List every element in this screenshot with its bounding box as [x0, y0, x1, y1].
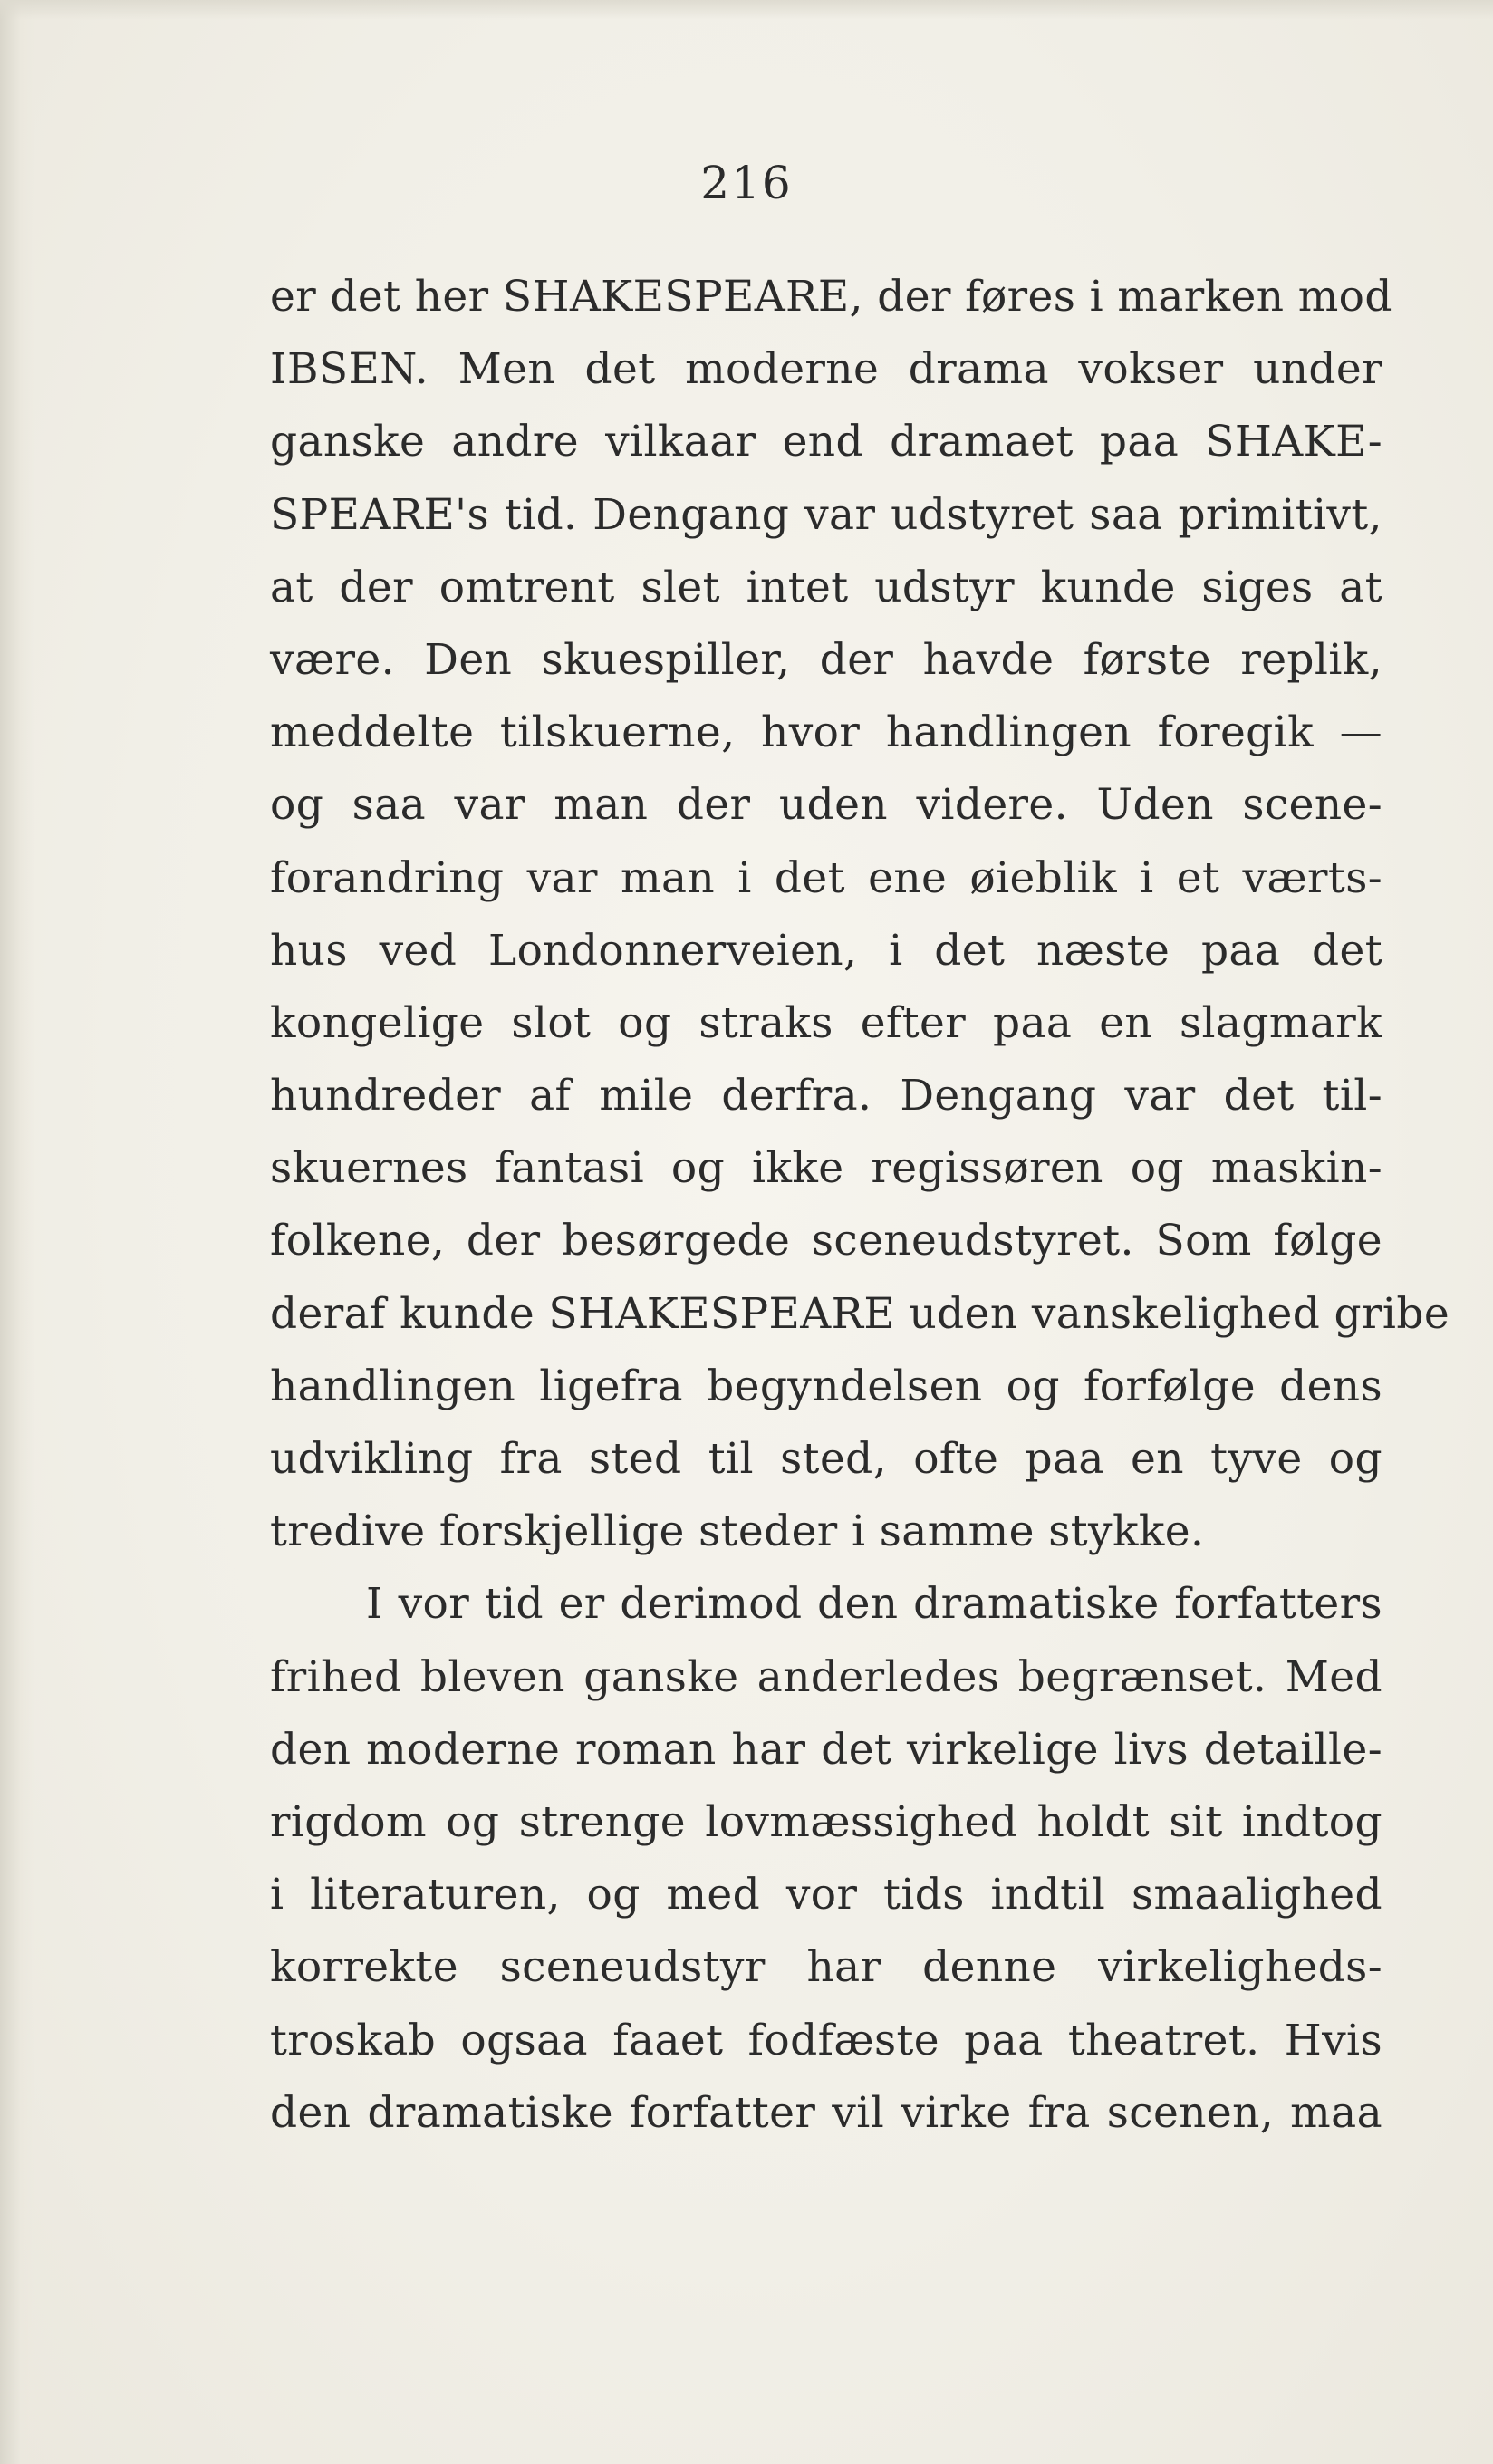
text-line: den dramatiske forfatter vil virke fra scenen, maa	[270, 2087, 1382, 2138]
text-line: i literaturen, og med vor tids indtil smaalighed	[270, 1870, 1382, 1920]
text-line: korrekte sceneudstyr har denne virkeligheds-	[270, 1942, 1382, 1993]
text-line: og saa var man der uden videre. Uden scene-	[270, 780, 1382, 831]
text-line: hus ved Londonnerveien, i det næste paa det	[270, 925, 1382, 976]
paragraph-last-line: tredive forskjellige steder i samme stykke.	[270, 1506, 1205, 1557]
text-line: SPEARE's tid. Dengang var udstyret saa primitivt,	[270, 489, 1382, 540]
text-line: at der omtrent slet intet udstyr kunde siges at	[270, 562, 1382, 612]
text-line: være. Den skuespiller, der havde første replik,	[270, 634, 1382, 685]
text-line: frihed bleven ganske anderledes begrænset. Med	[270, 1651, 1382, 1702]
text-line: kongelige slot og straks efter paa en slagmark	[270, 997, 1382, 1048]
text-line: ganske andre vilkaar end dramaet paa SHAKE-	[270, 417, 1382, 467]
text-line: IBSEN. Men det moderne drama vokser under	[270, 344, 1382, 395]
text-line: hundreder af mile derfra. Dengang var det til-	[270, 1071, 1382, 1121]
text-line: meddelte tilskuerne, hvor handlingen foregik —	[270, 707, 1382, 758]
text-line: rigdom og strenge lovmæssighed holdt sit indtog	[270, 1796, 1382, 1847]
page-number: 216	[700, 157, 793, 209]
body-text	[270, 261, 1450, 2150]
text-line: den moderne roman har det virkelige livs detaille-	[270, 1724, 1382, 1775]
text-line: handlingen ligefra begyndelsen og forfølge dens	[270, 1361, 1382, 1411]
page-top-shadow	[0, 0, 1493, 20]
text-line: er det her SHAKESPEARE, der føres i marken mod	[270, 272, 1392, 322]
text-line: folkene, der besørgede sceneudstyret. Som følge	[270, 1216, 1382, 1266]
text-line: forandring var man i det ene øieblik i et værts-	[270, 852, 1382, 903]
text-line: udvikling fra sted til sted, ofte paa en tyve og	[270, 1434, 1382, 1484]
page-edge-shadow	[0, 0, 34, 2464]
text-line: troskab ogsaa faaet fodfæste paa theatret. Hvis	[270, 2015, 1382, 2065]
text-line: skuernes fantasi og ikke regissøren og maskin-	[270, 1143, 1382, 1194]
text-line: deraf kunde SHAKESPEARE uden vanskelighed gribe	[270, 1288, 1450, 1339]
paragraph-first-line: I vor tid er derimod den dramatiske forfatters	[366, 1579, 1382, 1630]
